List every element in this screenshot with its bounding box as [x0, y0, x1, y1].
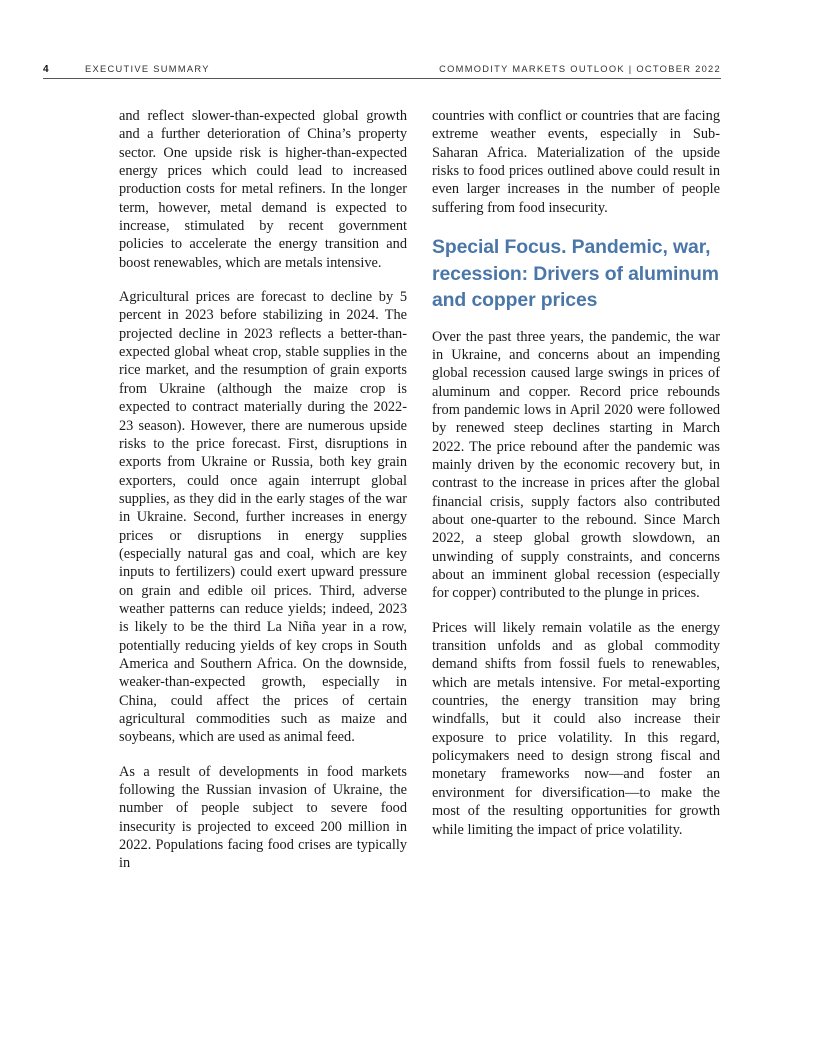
special-focus-heading: Special Focus. Pandemic, war, recession: Drivers of aluminum and copper prices [432, 236, 719, 312]
paragraph-food-crises-continued: countries with conflict or countries that are facing extreme weather events, especially in Sub-Saharan Africa. Materialization of the upside risks to food prices outlined above could result in even larger increases in the number of people suffering from food insecurity. [432, 108, 720, 216]
right-column [432, 107, 720, 855]
paragraph-metals-outlook: and reflect slower-than-expected global growth and a further deterioration of China’s property sector. One upside risk is higher-than-expected energy prices which could lead to increased production costs for metal refiners. In the longer term, however, metal demand is expected to increase, stimulated by recent government policies to accelerate the energy transition and boost renewables, which are metals intensive. [119, 108, 407, 271]
paragraph-price-swings: Over the past three years, the pandemic, the war in Ukraine, and concerns about an impending global recession caused large swings in prices of aluminum and copper. Record price rebounds from pandemic lows in April 2020 were followed by renewed steep declines starting in March 2022. The price rebound after the pandemic was mainly driven by the economic recovery but, in contrast to the increase in prices after the global financial crisis, supply factors also contributed about one-quarter to the rebound. Since March 2022, a steep global growth slowdown, an unwinding of supply constraints, and concerns about an imminent global recession (especially for copper) contributed to the plunge in prices. [432, 328, 720, 602]
page-number: 4 [43, 64, 49, 75]
section-title: EXECUTIVE SUMMARY [85, 64, 210, 74]
paragraph-agricultural-prices: Agricultural prices are forecast to decline by 5 percent in 2023 before stabilizing in 2024. The projected decline in 2023 reflects a better-than-expected global wheat crop, stable supplies in the rice market, and the resumption of grain exports from Ukraine (although the maize crop is expected to contract materially during the 2022-23 season). However, there are numerous upside risks to the price forecast. First, disruptions in exports from Ukraine or Russia, both key grain exporters, could once again interrupt global supplies, as they did in the early stages of the war in Ukraine. Second, further increases in energy prices or disruptions in energy supplies (especially natural gas and coal, which are key inputs to fertilizers) could exert upward pressure on grain and edible oil prices. Third, adverse weather patterns can reduce yields; indeed, 2023 is likely to be the third La Niña year in a row, potentially reducing yields of key crops in South America and Southern Africa. On the downside, weaker-than-expected growth, especially in China, could affect the prices of certain agricultural commodities such as maize and soybeans, which are used as animal feed. [119, 289, 407, 746]
header-rule [43, 78, 721, 79]
paragraph-price-volatility: Prices will likely remain volatile as the energy transition unfolds and as global commodity demand shifts from fossil fuels to renewables, which are metals intensive. For metal-exporting countries, the energy transition may bring windfalls, but it could also increase their exposure to price volatility. In this regard, policymakers need to design strong fiscal and monetary frameworks now—and foster an environment for diversification—to make the most of the resulting opportunities for growth while limiting the impact of price volatility. [432, 619, 720, 838]
left-column [119, 107, 407, 889]
paragraph-food-insecurity: As a result of developments in food markets following the Russian invasion of Ukraine, the number of people subject to severe food insecurity is projected to exceed 200 million in 2022. Populations facing food crises are typically in [119, 763, 407, 872]
publication-title: COMMODITY MARKETS OUTLOOK | OCTOBER 2022 [439, 64, 721, 74]
